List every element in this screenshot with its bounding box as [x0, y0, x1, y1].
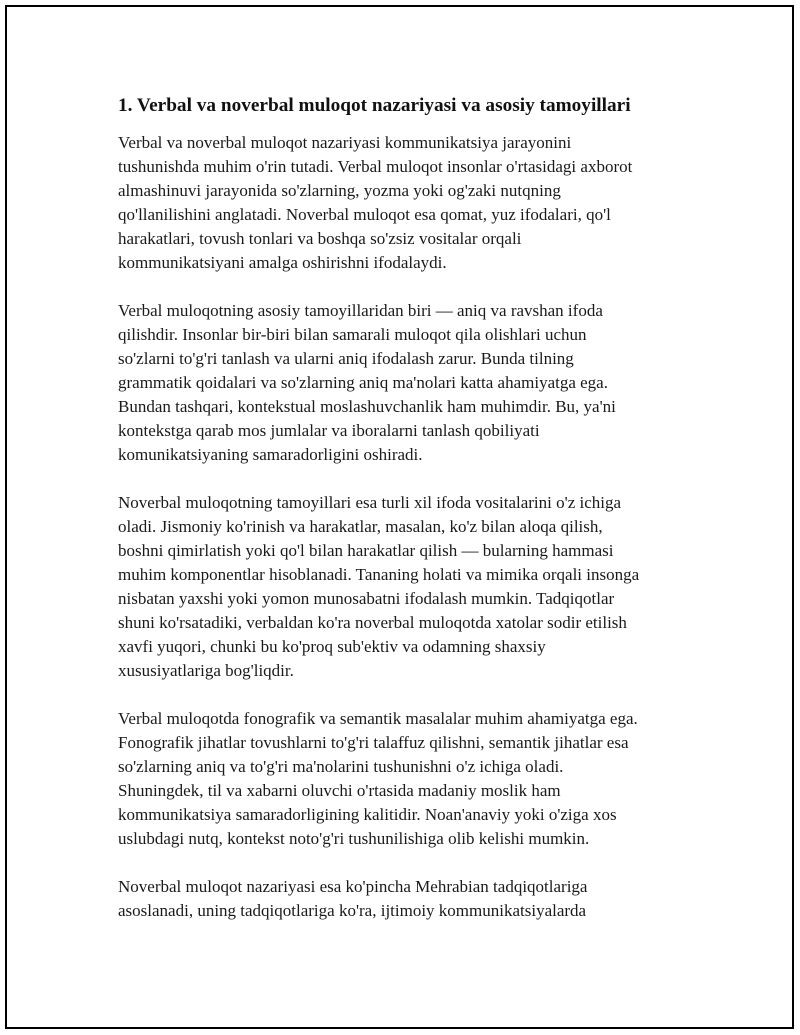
text-line: kommunikatsiya samaradorligining kalitidir. Noan'anaviy yoki o'ziga xos	[118, 805, 617, 824]
text-line: nisbatan yaxshi yoki yomon munosabatni ifodalash mumkin. Tadqiqotlar	[118, 589, 615, 608]
text-line: oladi. Jismoniy ko'rinish va harakatlar, masalan, ko'z bilan aloqa qilish,	[118, 517, 603, 536]
text-line: kontekstga qarab mos jumlalar va iboralarni tanlash qobiliyati	[118, 421, 540, 440]
text-line: qo'llanilishini anglatadi. Noverbal muloqot esa qomat, yuz ifodalari, qo'l	[118, 205, 611, 224]
paragraph-2	[118, 299, 708, 467]
text-line: harakatlari, tovush tonlari va boshqa so'zsiz vositalar orqali	[118, 229, 522, 248]
text-line: uslubdagi nutq, kontekst noto'g'ri tushunilishiga olib kelishi mumkin.	[118, 829, 590, 848]
paragraph-4	[118, 707, 708, 851]
text-line: tushunishda muhim o'rin tutadi. Verbal muloqot insonlar o'rtasidagi axborot	[118, 157, 633, 176]
text-line: Fonografik jihatlar tovushlarni to'g'ri talaffuz qilishni, semantik jihatlar esa	[118, 733, 629, 752]
text-line: almashinuvi jarayonida so'zlarning, yozma yoki og'zaki nutqning	[118, 181, 561, 200]
text-line: Noverbal muloqotning tamoyillari esa turli xil ifoda vositalarini o'z ichiga	[118, 493, 622, 512]
paragraph-3	[118, 491, 708, 683]
paragraph-1	[118, 131, 708, 275]
text-line: komunikatsiyaning samaradorligini oshiradi.	[118, 445, 423, 464]
text-line: xavfi yuqori, chunki bu ko'proq sub'ektiv va odamning shaxsiy	[118, 637, 546, 656]
text-line: Verbal muloqotning asosiy tamoyillaridan biri — aniq va ravshan ifoda	[118, 301, 603, 320]
text-line: so'zlarning aniq va to'g'ri ma'nolarini tushunishni o'z ichiga oladi.	[118, 757, 564, 776]
text-line: qilishdir. Insonlar bir-biri bilan samarali muloqot qila olishlari uchun	[118, 325, 587, 344]
document-page	[118, 93, 708, 947]
text-line: boshni qimirlatish yoki qo'l bilan harakatlar qilish — bularning hammasi	[118, 541, 614, 560]
text-line: muhim komponentlar hisoblanadi. Tananing holati va mimika orqali insonga	[118, 565, 640, 584]
text-line: Bundan tashqari, kontekstual moslashuvchanlik ham muhimdir. Bu, ya'ni	[118, 397, 616, 416]
text-line: kommunikatsiyani amalga oshirishni ifodalaydi.	[118, 253, 447, 272]
text-line: so'zlarni to'g'ri tanlash va ularni aniq ifodalash zarur. Bunda tilning	[118, 349, 574, 368]
paragraph-5	[118, 875, 708, 923]
text-line: xususiyatlariga bog'liqdir.	[118, 661, 294, 680]
text-line: Shuningdek, til va xabarni oluvchi o'rtasida madaniy moslik ham	[118, 781, 561, 800]
text-line: Verbal va noverbal muloqot nazariyasi kommunikatsiya jarayonini	[118, 133, 572, 152]
section-heading: 1. Verbal va noverbal muloqot nazariyasi va asosiy tamoyillari	[118, 95, 631, 116]
text-line: Verbal muloqotda fonografik va semantik masalalar muhim ahamiyatga ega.	[118, 709, 638, 728]
text-line: asoslanadi, uning tadqiqotlariga ko'ra, ijtimoiy kommunikatsiyalarda	[118, 901, 587, 920]
text-line: Noverbal muloqot nazariyasi esa ko'pincha Mehrabian tadqiqotlariga	[118, 877, 588, 896]
text-line: shuni ko'rsatadiki, verbaldan ko'ra noverbal muloqotda xatolar sodir etilish	[118, 613, 627, 632]
text-line: grammatik qoidalari va so'zlarning aniq ma'nolari katta ahamiyatga ega.	[118, 373, 608, 392]
